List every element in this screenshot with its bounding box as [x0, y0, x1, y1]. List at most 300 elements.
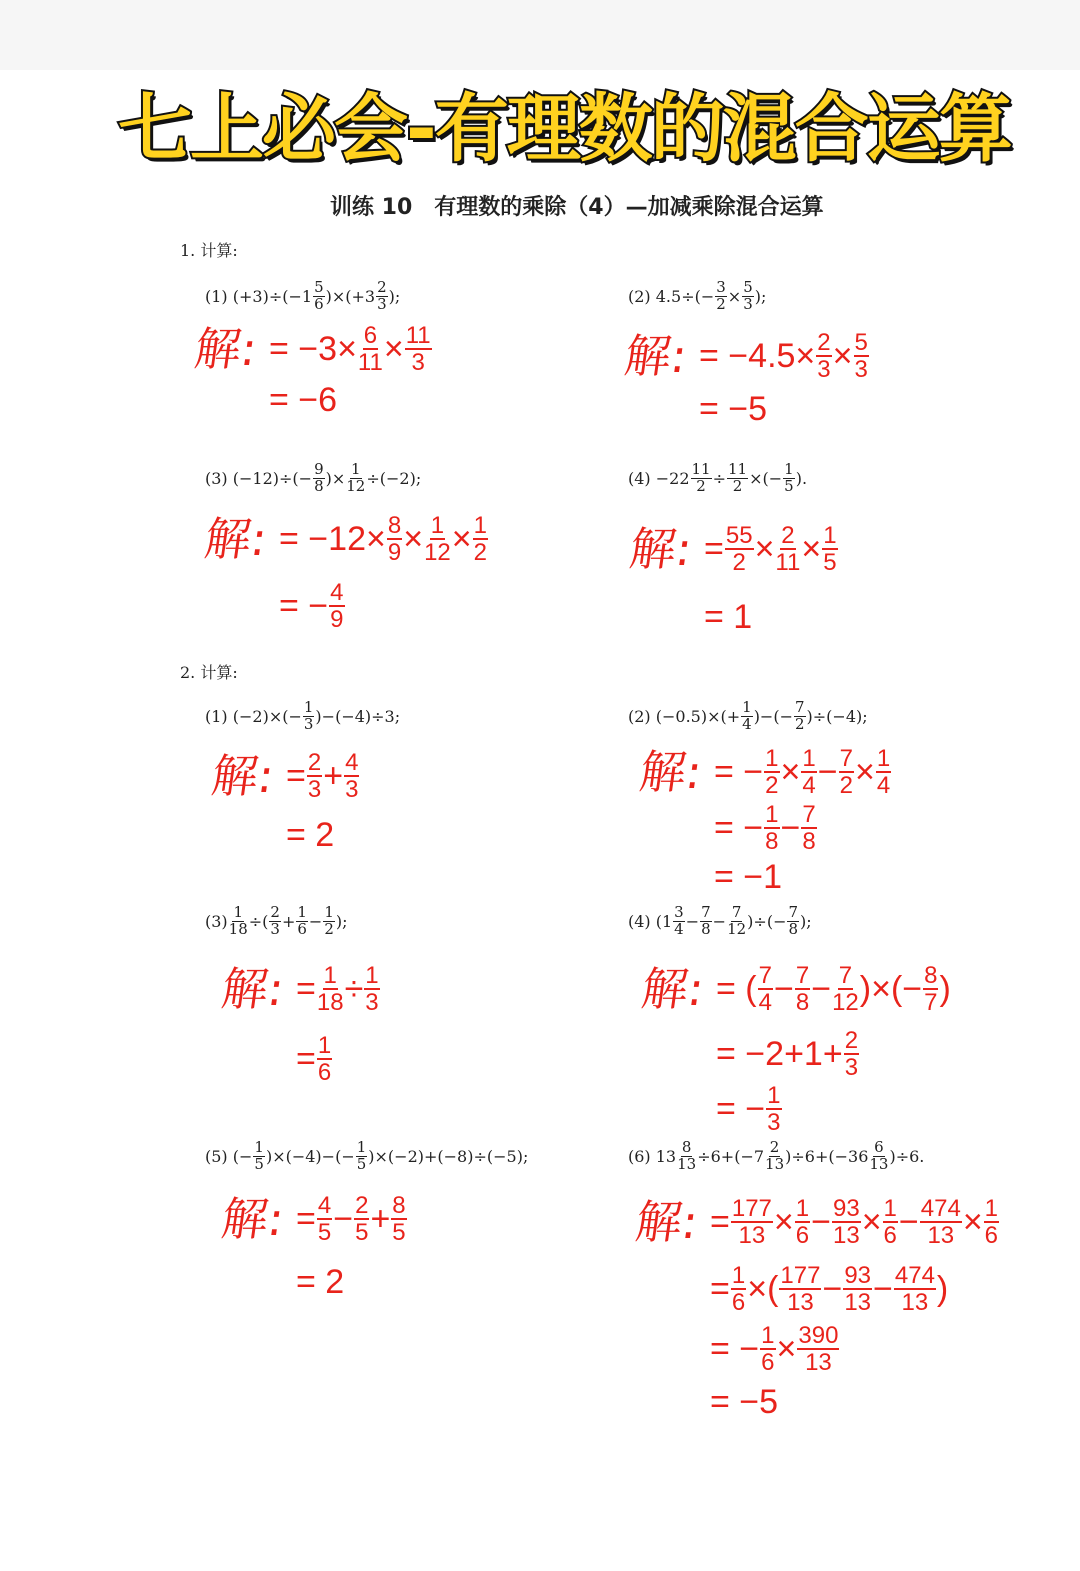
denominator: 3 — [377, 294, 387, 313]
numerator: 7 — [802, 801, 816, 828]
problem-fraction — [376, 280, 388, 313]
problem-text: )×(+3 — [325, 286, 376, 306]
numerator: 1 — [731, 1262, 746, 1289]
numerator: 7 — [795, 962, 810, 989]
solution-text: × — [832, 336, 853, 375]
numerator: 2 — [355, 1192, 369, 1219]
solution-fraction — [876, 746, 891, 798]
solution-text: + — [323, 756, 344, 795]
numerator: 93 — [832, 1195, 860, 1222]
problem-text: − — [685, 911, 700, 931]
numerator: 6 — [874, 1138, 884, 1156]
solution-line — [269, 323, 433, 375]
solution-text: = ( — [716, 969, 757, 1008]
denominator: 8 — [765, 828, 779, 856]
numerator: 7 — [839, 745, 853, 772]
solution-line — [699, 330, 870, 382]
solution-fraction — [844, 1028, 859, 1080]
solution-line — [710, 1323, 840, 1375]
numerator: 7 — [788, 903, 799, 921]
solution-text: ) — [939, 969, 951, 1008]
denominator: 6 — [297, 919, 307, 938]
numerator: 1 — [323, 962, 337, 989]
numerator: 4 — [317, 1192, 332, 1219]
solution-text: = −5 — [710, 1383, 779, 1421]
denominator: 2 — [765, 772, 779, 800]
problem-text: ); — [754, 286, 767, 306]
solution-text: − — [817, 752, 838, 791]
solution-fraction — [358, 323, 383, 375]
denominator: 6 — [761, 1349, 775, 1377]
problem-text: ). — [795, 468, 808, 488]
solution-text: = — [286, 756, 306, 795]
numerator: 1 — [365, 962, 379, 989]
denominator: 5 — [784, 476, 794, 495]
solution-mark: 解: — [626, 522, 696, 576]
solution-fraction — [317, 1193, 332, 1245]
solution-text: = −12× — [279, 519, 386, 558]
denominator: 8 — [701, 919, 711, 938]
solution-fraction — [344, 750, 359, 802]
denominator: 6 — [731, 1289, 746, 1317]
solution-line — [710, 1263, 948, 1315]
problem-fraction — [715, 280, 727, 313]
solution-line — [296, 963, 381, 1015]
problem-2-3 — [205, 905, 348, 938]
problem-fraction — [765, 1140, 784, 1173]
denominator: 3 — [844, 1054, 859, 1082]
solution-fraction — [795, 1196, 810, 1248]
denominator: 12 — [832, 989, 859, 1017]
solution-fraction — [883, 1196, 898, 1248]
problem-text: )×(−4)−(− — [265, 1146, 355, 1166]
solution-text: = −4.5× — [699, 336, 816, 375]
numerator: 8 — [392, 1192, 406, 1219]
problem-text: )×(−2)+(−8)÷(−5); — [368, 1146, 529, 1166]
section-1-label: 1. 计算: — [180, 241, 238, 260]
problem-fraction — [253, 1140, 265, 1173]
denominator: 13 — [927, 1222, 955, 1250]
solution-line — [296, 1193, 408, 1245]
solution-line — [279, 580, 346, 632]
problem-2-6 — [628, 1140, 924, 1173]
denominator: 13 — [844, 1289, 872, 1317]
problem-fraction — [691, 462, 712, 495]
solution-fraction — [795, 963, 810, 1015]
denominator: 6 — [314, 294, 324, 313]
problem-text: (3) (−12)÷(− — [205, 468, 313, 488]
problem-text: ); — [335, 911, 348, 931]
solution-fraction — [832, 1196, 861, 1248]
solution-text: = — [296, 1199, 316, 1238]
problem-fraction — [346, 462, 365, 495]
banner-title: 七上必会-有理数的混合运算 — [118, 86, 1011, 172]
denominator: 8 — [802, 828, 816, 856]
solution-fraction — [354, 1193, 369, 1245]
problem-fraction — [727, 905, 746, 938]
numerator: 4 — [330, 579, 344, 606]
solution-text: = − — [279, 586, 329, 625]
solution-text: × — [383, 329, 404, 368]
solution-mark: 解: — [218, 962, 288, 1016]
problem-text: − — [712, 911, 727, 931]
denominator: 13 — [832, 1222, 860, 1250]
solution-fraction — [424, 513, 451, 565]
problem-fraction — [727, 462, 748, 495]
numerator: 1 — [324, 903, 334, 921]
denominator: 3 — [345, 776, 359, 804]
solution-text: × — [403, 519, 424, 558]
numerator: 2 — [844, 1027, 859, 1054]
denominator: 4 — [674, 919, 684, 938]
numerator: 1 — [823, 522, 837, 549]
denominator: 12 — [346, 476, 366, 495]
problem-fraction — [700, 905, 712, 938]
numerator: 1 — [430, 512, 445, 539]
denominator: 13 — [869, 1154, 889, 1173]
solution-line — [704, 523, 839, 575]
problem-text: )−(−4)÷3; — [315, 706, 401, 726]
denominator: 5 — [356, 1154, 367, 1173]
numerator: 93 — [844, 1262, 872, 1289]
problem-text: − — [308, 911, 323, 931]
denominator: 2 — [732, 549, 746, 577]
solution-text: ) — [936, 1269, 949, 1308]
problem-2-4 — [628, 905, 812, 938]
problem-text: )÷6+(−36 — [785, 1146, 869, 1166]
problem-text: (1) (−2)×(− — [205, 706, 302, 726]
denominator: 4 — [742, 714, 752, 733]
numerator: 7 — [794, 698, 805, 716]
denominator: 4 — [758, 989, 772, 1017]
numerator: 2 — [307, 749, 322, 776]
solution-text: − — [898, 1202, 919, 1241]
problem-2-5 — [205, 1140, 528, 1173]
numerator: 390 — [798, 1322, 839, 1349]
solution-text: ÷ — [344, 969, 364, 1008]
denominator: 3 — [307, 776, 322, 804]
problem-text: )× — [325, 468, 346, 488]
solution-fraction — [816, 330, 831, 382]
denominator: 3 — [411, 349, 425, 377]
problem-fraction — [269, 905, 281, 938]
solution-text: − — [811, 1202, 831, 1241]
problem-text: (5) (− — [205, 1146, 253, 1166]
problem-2-1 — [205, 700, 400, 733]
solution-text: = — [296, 1039, 316, 1078]
problem-text: (4) (1 — [628, 911, 673, 931]
solution-fraction — [760, 1323, 775, 1375]
numerator: 1 — [761, 1322, 775, 1349]
denominator: 2 — [696, 476, 706, 495]
solution-text: × — [451, 519, 472, 558]
denominator: 6 — [317, 1059, 332, 1087]
solution-text: × — [754, 529, 775, 568]
solution-fraction — [894, 1263, 936, 1315]
solution-text: − — [773, 969, 794, 1008]
solution-mark: 解: — [636, 745, 706, 799]
denominator: 2 — [324, 919, 334, 938]
denominator: 3 — [365, 989, 379, 1017]
problem-1-4 — [628, 462, 807, 495]
solution-fraction — [317, 963, 344, 1015]
problem-text: ×(− — [749, 468, 783, 488]
problem-text: )−(− — [753, 706, 793, 726]
denominator: 3 — [270, 919, 280, 938]
solution-fraction — [843, 1263, 872, 1315]
solution-text: = − — [714, 808, 764, 847]
solution-line — [710, 1383, 778, 1422]
solution-line — [286, 816, 334, 855]
numerator: 4 — [345, 749, 359, 776]
numerator: 5 — [314, 278, 324, 296]
numerator: 1 — [297, 903, 307, 921]
solution-fraction — [822, 523, 837, 575]
denominator: 3 — [817, 356, 831, 384]
numerator: 1 — [883, 1195, 897, 1222]
numerator: 5 — [743, 278, 753, 296]
denominator: 8 — [788, 919, 799, 938]
numerator: 2 — [270, 903, 280, 921]
worksheet-subtitle: 训练 10 有理数的乘除（4）—加减乘除混合运算 — [330, 195, 824, 220]
solution-fraction — [832, 963, 859, 1015]
solution-text: = −2+1+ — [716, 1034, 843, 1073]
solution-line — [296, 1263, 344, 1302]
problem-fraction — [742, 280, 754, 313]
top-strip — [0, 0, 1080, 70]
solution-text: × — [861, 1202, 882, 1241]
problem-text: (6) 13 — [628, 1146, 677, 1166]
denominator: 2 — [839, 772, 853, 800]
problem-fraction — [677, 1140, 696, 1173]
solution-text: = — [704, 529, 724, 568]
problem-text: (2) (−0.5)×(+ — [628, 706, 741, 726]
problem-fraction — [313, 462, 325, 495]
problem-text: ); — [388, 286, 401, 306]
numerator: 1 — [767, 1082, 781, 1109]
problem-text: (4) −22 — [628, 468, 690, 488]
problem-text: + — [281, 911, 296, 931]
solution-line — [716, 1083, 783, 1135]
denominator: 11 — [357, 349, 383, 377]
solution-line — [714, 746, 892, 798]
problem-1-1 — [205, 280, 400, 313]
numerator: 7 — [758, 962, 772, 989]
denominator: 12 — [727, 919, 747, 938]
solution-fraction — [923, 963, 938, 1015]
problem-fraction — [794, 700, 806, 733]
solution-fraction — [391, 1193, 406, 1245]
numerator: 474 — [894, 1262, 935, 1289]
solution-fraction — [766, 1083, 781, 1135]
solution-line — [296, 1033, 333, 1085]
problem-fraction — [296, 905, 308, 938]
solution-line — [269, 381, 337, 420]
problem-text: (1) (+3)÷(−1 — [205, 286, 313, 306]
solution-line — [286, 750, 360, 802]
denominator: 6 — [795, 1222, 810, 1250]
problem-text: (3) — [205, 911, 228, 931]
denominator: 12 — [424, 539, 451, 567]
numerator: 6 — [363, 322, 378, 349]
solution-fraction — [387, 513, 402, 565]
denominator: 3 — [854, 356, 868, 384]
denominator: 8 — [795, 989, 810, 1017]
denominator: 3 — [767, 1109, 781, 1137]
problem-fraction — [787, 905, 799, 938]
solution-text: × — [801, 529, 822, 568]
solution-line — [699, 390, 767, 429]
denominator: 13 — [765, 1154, 785, 1173]
solution-text: × — [773, 1202, 794, 1241]
denominator: 6 — [984, 1222, 999, 1250]
numerator: 177 — [731, 1195, 772, 1222]
denominator: 4 — [802, 772, 816, 800]
solution-fraction — [764, 746, 779, 798]
solution-text: )×(− — [859, 969, 923, 1008]
denominator: 9 — [330, 606, 344, 634]
denominator: 2 — [473, 539, 487, 567]
numerator: 1 — [254, 1138, 264, 1156]
denominator: 8 — [314, 476, 324, 495]
solution-text: = 2 — [286, 816, 335, 854]
numerator: 2 — [817, 329, 831, 356]
solution-line — [714, 858, 782, 897]
solution-text: = −3× — [269, 329, 357, 368]
solution-mark: 解: — [218, 1192, 288, 1246]
numerator: 1 — [984, 1195, 999, 1222]
problem-fraction — [313, 280, 325, 313]
numerator: 474 — [920, 1195, 961, 1222]
numerator: 7 — [701, 903, 711, 921]
numerator: 1 — [317, 1032, 332, 1059]
denominator: 5 — [254, 1154, 264, 1173]
denominator: 4 — [876, 772, 891, 800]
denominator: 3 — [303, 714, 314, 733]
numerator: 9 — [314, 460, 324, 478]
denominator: 18 — [228, 919, 248, 938]
solution-text: = 1 — [704, 598, 753, 636]
solution-fraction — [731, 1263, 746, 1315]
denominator: 5 — [392, 1219, 406, 1247]
denominator: 13 — [805, 1349, 832, 1377]
numerator: 7 — [731, 903, 742, 921]
denominator: 13 — [901, 1289, 929, 1317]
problem-fraction — [741, 700, 753, 733]
numerator: 55 — [725, 522, 753, 549]
solution-line — [279, 513, 489, 565]
solution-line — [714, 802, 818, 854]
numerator: 1 — [765, 745, 779, 772]
denominator: 5 — [823, 549, 837, 577]
denominator: 5 — [355, 1219, 369, 1247]
denominator: 3 — [743, 294, 753, 313]
solution-text: × — [854, 752, 875, 791]
problem-1-3 — [205, 462, 421, 495]
denominator: 13 — [677, 1154, 697, 1173]
solution-fraction — [405, 323, 432, 375]
numerator: 1 — [795, 1195, 810, 1222]
solution-text: − — [780, 808, 801, 847]
problem-fraction — [229, 905, 248, 938]
numerator: 8 — [924, 962, 938, 989]
denominator: 6 — [883, 1222, 897, 1250]
numerator: 1 — [765, 801, 779, 828]
numerator: 1 — [784, 460, 794, 478]
problem-text: × — [727, 286, 742, 306]
problem-fraction — [303, 700, 315, 733]
denominator: 13 — [787, 1289, 814, 1317]
solution-text: = −1 — [714, 858, 783, 896]
solution-fraction — [920, 1196, 962, 1248]
denominator: 18 — [316, 989, 344, 1017]
solution-text: = −5 — [699, 390, 768, 428]
numerator: 3 — [674, 903, 684, 921]
problem-text: (2) 4.5÷(− — [628, 286, 715, 306]
solution-text: = — [710, 1202, 730, 1241]
solution-mark: 解: — [201, 512, 271, 566]
solution-fraction — [801, 802, 816, 854]
solution-text: = −6 — [269, 381, 338, 419]
solution-fraction — [984, 1196, 999, 1248]
numerator: 1 — [742, 698, 752, 716]
solution-text: = − — [710, 1329, 760, 1368]
solution-fraction — [779, 1263, 821, 1315]
denominator: 11 — [775, 549, 801, 577]
solution-mark: 解: — [621, 329, 691, 383]
denominator: 5 — [317, 1219, 332, 1247]
solution-text: × — [776, 1329, 797, 1368]
numerator: 1 — [233, 903, 243, 921]
solution-fraction — [364, 963, 379, 1015]
solution-mark: 解: — [638, 962, 708, 1016]
numerator: 8 — [387, 512, 402, 539]
solution-text: + — [370, 1199, 391, 1238]
numerator: 11 — [405, 322, 431, 349]
problem-1-2 — [628, 280, 766, 313]
denominator: 7 — [924, 989, 938, 1017]
numerator: 1 — [802, 745, 816, 772]
denominator: 9 — [387, 539, 402, 567]
solution-fraction — [329, 580, 344, 632]
solution-line — [704, 598, 752, 637]
problem-fraction — [673, 905, 685, 938]
problem-text: )÷(− — [747, 911, 787, 931]
solution-fraction — [307, 750, 322, 802]
solution-fraction — [473, 513, 488, 565]
problem-text: ÷ — [712, 468, 727, 488]
denominator: 2 — [732, 476, 743, 495]
numerator: 2 — [769, 1138, 780, 1156]
denominator: 13 — [738, 1222, 766, 1250]
solution-fraction — [725, 523, 754, 575]
problem-fraction — [356, 1140, 368, 1173]
solution-text: = — [296, 969, 316, 1008]
numerator: 8 — [681, 1138, 692, 1156]
section-2-label: 2. 计算: — [180, 663, 238, 682]
problem-fraction — [323, 905, 335, 938]
solution-line — [710, 1196, 1000, 1248]
numerator: 1 — [473, 512, 487, 539]
solution-mark: 解: — [632, 1195, 702, 1249]
problem-fraction — [783, 462, 795, 495]
solution-fraction — [758, 963, 773, 1015]
numerator: 11 — [691, 460, 711, 478]
solution-text: = 2 — [296, 1263, 345, 1301]
problem-text: )÷(−4); — [806, 706, 868, 726]
numerator: 1 — [356, 1138, 367, 1156]
numerator: 7 — [838, 962, 853, 989]
